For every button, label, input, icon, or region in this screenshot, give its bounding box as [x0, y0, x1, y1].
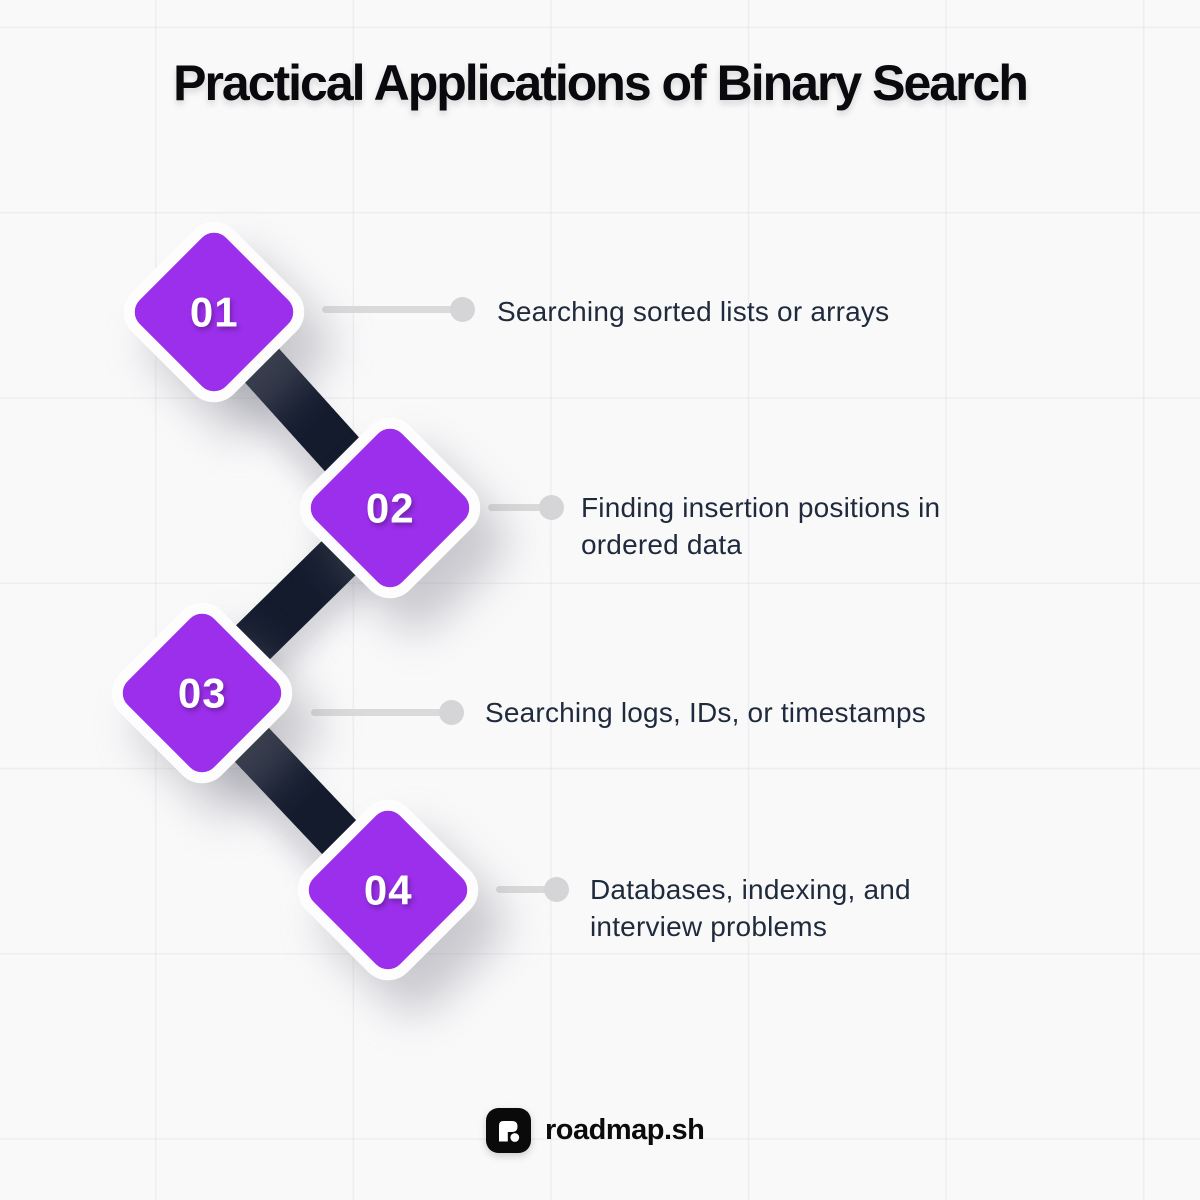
- step-2-diamond-shape: [288, 406, 492, 610]
- step-3-number: 03: [177, 669, 227, 716]
- step-2-label-line-1: Finding insertion positions in: [581, 492, 941, 523]
- roadmap-logo-icon: [486, 1108, 531, 1153]
- brand-name: roadmap.sh: [545, 1114, 705, 1146]
- step-1-label: [497, 293, 889, 330]
- step-3-diamond-shape: [100, 591, 304, 795]
- step-3-leader-line: [311, 709, 452, 716]
- step-4-diamond-shape: [286, 788, 490, 992]
- step-4-leader-dot: [544, 877, 569, 902]
- step-3-label: [485, 694, 926, 731]
- step-1-leader-line: [322, 306, 463, 313]
- brand-footer: [486, 1108, 704, 1153]
- step-1-diamond-shape: [112, 210, 316, 414]
- step-2-label-line-2: ordered data: [581, 529, 743, 560]
- step-2-diamond: [318, 436, 462, 580]
- step-2-label: [581, 489, 940, 563]
- step-4-label: [590, 871, 911, 945]
- step-1-number: 01: [189, 288, 239, 335]
- page-title: Practical Applications of Binary Search: [173, 55, 1027, 111]
- step-3-diamond: [130, 621, 274, 765]
- step-4-label-line-1: Databases, indexing, and: [590, 874, 911, 905]
- step-1-leader-dot: [450, 297, 475, 322]
- step-4-diamond: [316, 818, 460, 962]
- step-2-leader-dot: [539, 495, 564, 520]
- step-3-label-line-1: Searching logs, IDs, or timestamps: [485, 697, 926, 728]
- step-2-number: 02: [365, 484, 415, 531]
- step-4-number: 04: [363, 866, 413, 913]
- step-3-leader-dot: [439, 700, 464, 725]
- step-1-label-line-1: Searching sorted lists or arrays: [497, 296, 890, 327]
- step-4-label-line-2: interview problems: [590, 911, 828, 942]
- step-1-diamond: [142, 240, 286, 384]
